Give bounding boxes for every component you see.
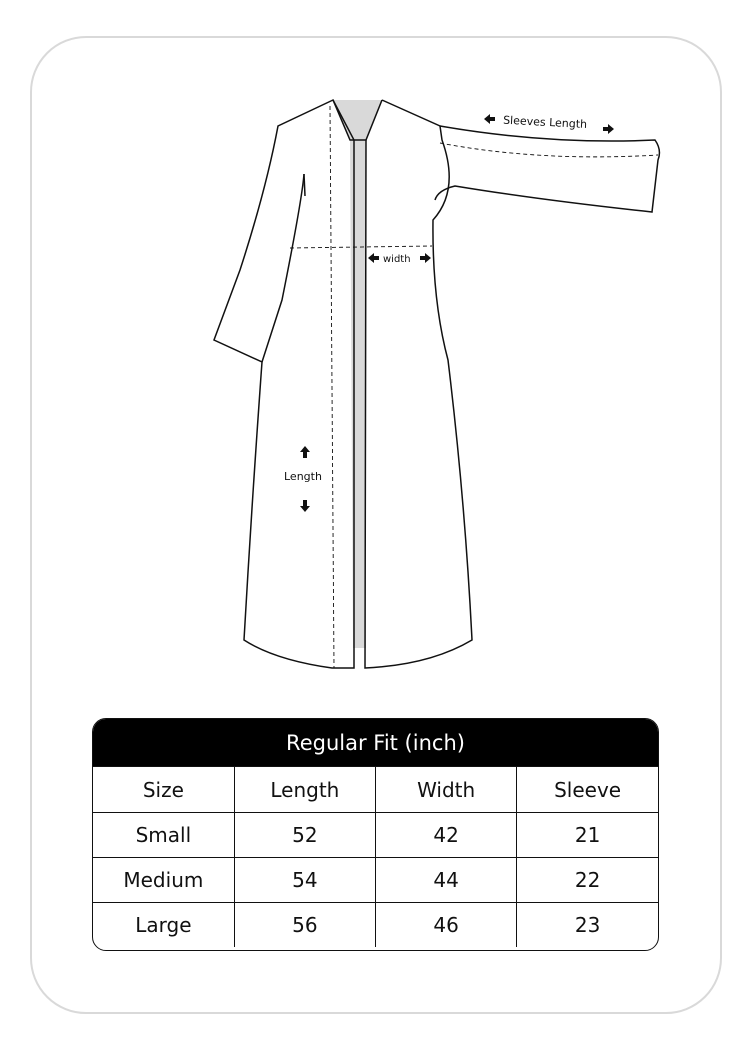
lining-strip bbox=[333, 100, 382, 648]
left-sleeve-edge bbox=[304, 174, 305, 196]
sleeve-cell: 23 bbox=[517, 903, 658, 948]
table-title: Regular Fit (inch) bbox=[93, 719, 658, 766]
sleeve-guide-line bbox=[440, 143, 658, 157]
table-row bbox=[93, 813, 658, 858]
size-table bbox=[92, 718, 659, 951]
header-length: Length bbox=[234, 767, 375, 813]
header-sleeve: Sleeve bbox=[517, 767, 658, 813]
header-width: Width bbox=[376, 767, 517, 813]
sleeve-cell: 21 bbox=[517, 813, 658, 858]
width-cell: 46 bbox=[376, 903, 517, 948]
length-cell: 54 bbox=[234, 858, 375, 903]
table-header-row bbox=[93, 767, 658, 813]
right-panel-outline bbox=[365, 100, 472, 668]
arrow-up-icon bbox=[300, 446, 310, 458]
length-cell: 52 bbox=[234, 813, 375, 858]
length-label: Length bbox=[284, 470, 322, 483]
size-cell: Medium bbox=[93, 858, 234, 903]
sleeves-length-label: Sleeves Length bbox=[502, 113, 588, 132]
length-marker bbox=[284, 446, 322, 512]
arrow-right-icon bbox=[420, 253, 431, 263]
left-sleeve-slit bbox=[262, 174, 304, 362]
width-cell: 44 bbox=[376, 858, 517, 903]
header-size: Size bbox=[93, 767, 234, 813]
arrow-left-icon bbox=[368, 253, 379, 263]
right-sleeve-outline bbox=[435, 126, 659, 212]
arrow-right-icon bbox=[603, 124, 614, 134]
arrow-left-icon bbox=[484, 114, 495, 124]
size-cell: Small bbox=[93, 813, 234, 858]
sleeve-cell: 22 bbox=[517, 858, 658, 903]
size-cell: Large bbox=[93, 903, 234, 948]
table-row bbox=[93, 903, 658, 948]
length-guide-line bbox=[330, 106, 334, 668]
width-marker bbox=[368, 253, 431, 265]
sleeves-length-marker bbox=[484, 114, 614, 134]
length-cell: 56 bbox=[234, 903, 375, 948]
width-cell: 42 bbox=[376, 813, 517, 858]
size-grid bbox=[93, 766, 658, 947]
table-row bbox=[93, 858, 658, 903]
arrow-down-icon bbox=[300, 500, 310, 512]
width-label: width bbox=[383, 254, 411, 265]
